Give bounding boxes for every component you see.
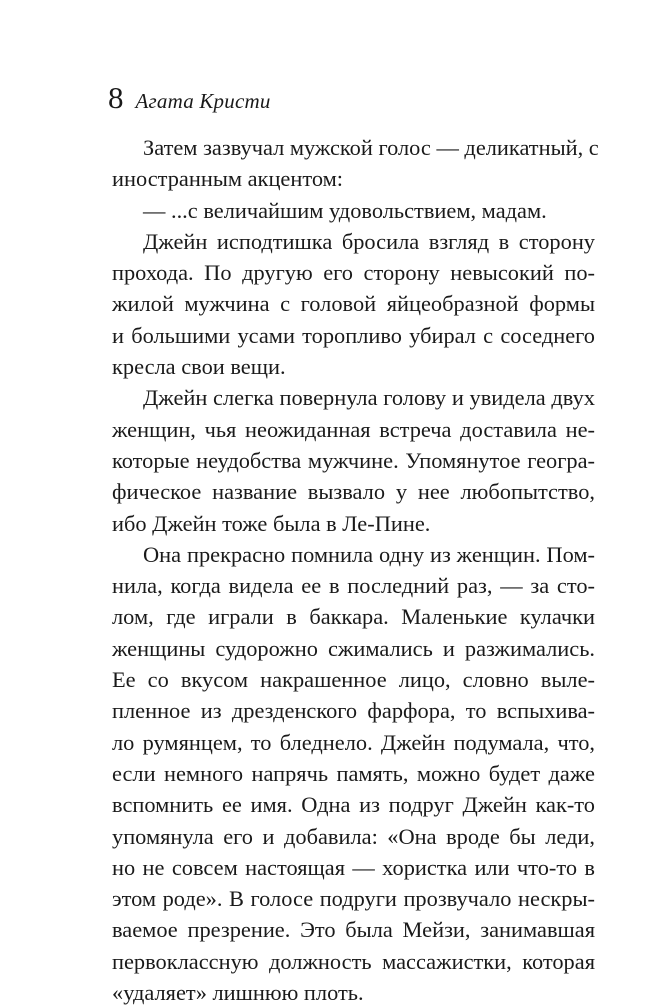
text-line: женщины судорожно сжимались и разжимались. <box>112 635 595 661</box>
text-line: — ...с величайшим удовольствием, мадам. <box>143 197 547 223</box>
text-line: Ее со вкусом накрашенное лицо, словно выле- <box>112 667 595 693</box>
text-line: пленное из дрезденского фарфора, то вспыхива- <box>112 698 595 724</box>
text-line: Затем зазвучал мужской голос — деликатный, с <box>143 135 599 160</box>
text-line: «удаляет» лишнюю плоть. <box>112 980 364 1006</box>
text-line: если немного напрячь память, можно будет даже <box>112 760 595 786</box>
text-line: фическое название вызвало у нее любопытство, <box>112 479 595 505</box>
text-line: ло румянцем, то бледнело. Джейн подумала, что, <box>112 729 595 755</box>
text-line: иностранным акцентом: <box>112 166 343 192</box>
text-line: кресла свои вещи. <box>112 354 286 380</box>
text-line: которые неудобства мужчине. Упомянутое геогра- <box>112 447 595 473</box>
text-line: и большими усами торопливо убирал с соседнего <box>112 322 595 348</box>
page-header <box>108 82 271 114</box>
text-line: Джейн слегка повернула голову и увидела двух <box>143 385 595 411</box>
text-line: ваемое презрение. Это была Мейзи, занимавшая <box>112 917 595 943</box>
text-line: лом, где играли в баккара. Маленькие кулачки <box>112 604 595 630</box>
text-line: этом роде». В голосе подруги прозвучало нескры- <box>112 886 595 912</box>
body-text <box>112 132 599 1008</box>
text-line: ибо Джейн тоже была в Ле-Пине. <box>112 510 431 536</box>
text-line: жилой мужчина с головой яйцеобразной формы <box>112 291 595 317</box>
text-line: Джейн исподтишка бросила взгляд в сторону <box>143 228 595 254</box>
text-line: вспомнить ее имя. Одна из подруг Джейн как-то <box>112 792 595 818</box>
text-line: женщин, чья неожиданная встреча доставила не- <box>112 416 595 442</box>
text-line: прохода. По другую его сторону невысокий по- <box>112 260 595 286</box>
text-line: нила, когда видела ее в последний раз, — за сто- <box>112 573 595 599</box>
page-number: 8 <box>108 80 124 115</box>
running-title: Агата Кристи <box>135 89 271 113</box>
text-line: Она прекрасно помнила одну из женщин. Пом- <box>143 541 595 567</box>
text-line: но не совсем настоящая — хористка или что-то в <box>112 854 595 880</box>
text-line: упомянула его и добавила: «Она вроде бы леди, <box>112 823 595 849</box>
text-line: первоклассную должность массажистки, которая <box>112 948 595 974</box>
